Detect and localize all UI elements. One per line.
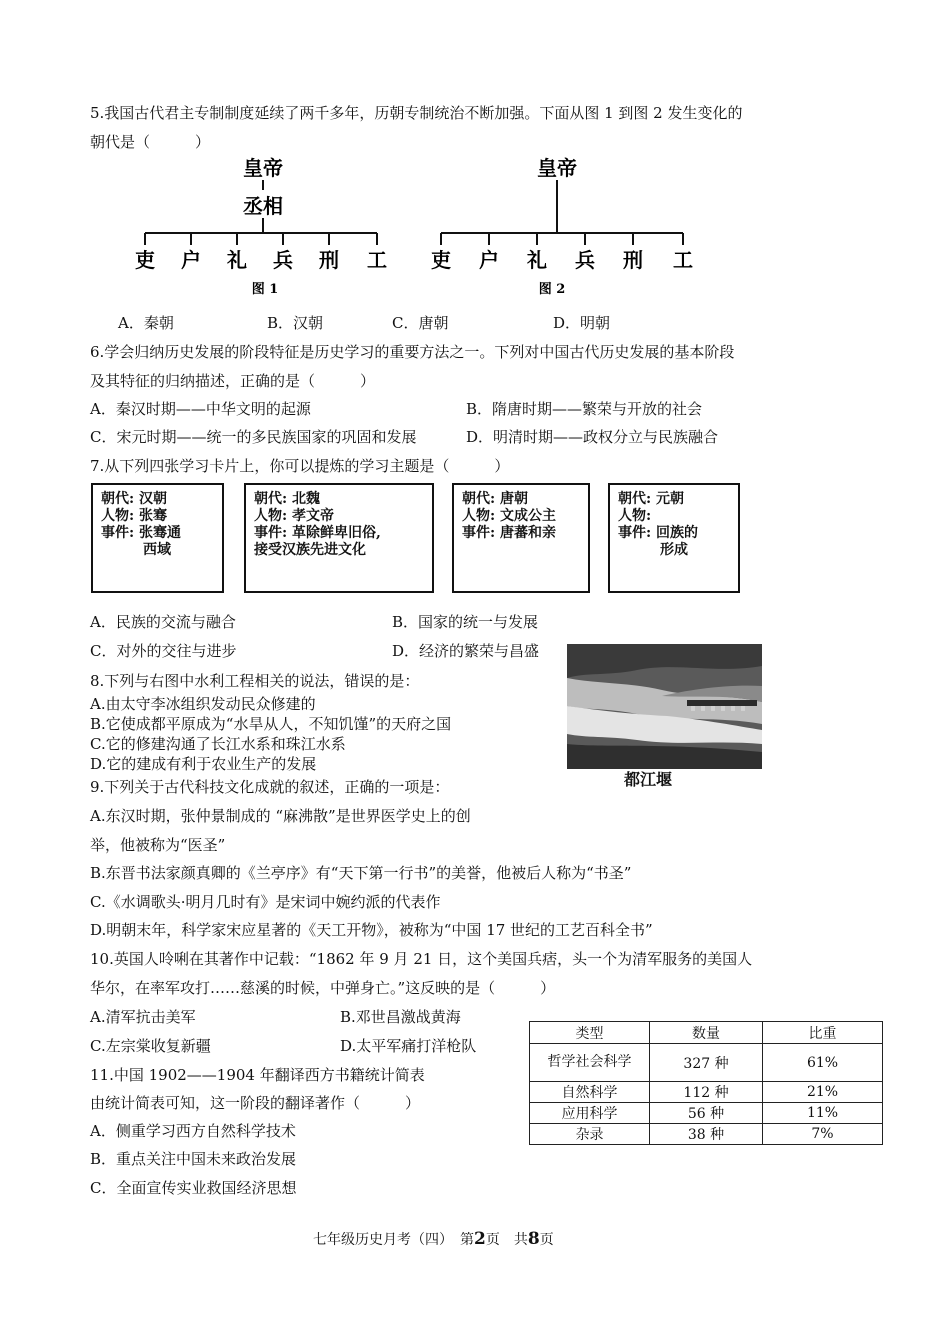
- study-card-han: [91, 483, 224, 593]
- table-row: [530, 1082, 883, 1103]
- table-cell-share: 7%: [763, 1124, 883, 1145]
- fig2-ministry: 礼: [527, 248, 547, 272]
- q6-stem-line1: 6.学会归纳历史发展的阶段特征是历史学习的重要方法之一。下列对中国古代历史发展的基本阶段: [90, 343, 735, 361]
- card-dynasty: 朝代: 唐朝: [462, 491, 529, 507]
- footer-prefix: 七年级历史月考（四） 第: [313, 1232, 474, 1248]
- fig2-ministry: 刑: [623, 248, 643, 272]
- q8-option-c: C.它的修建沟通了长江水系和珠江水系: [90, 735, 346, 753]
- card-event-cont: 形成: [618, 542, 688, 558]
- table-cell-count: 327 种: [650, 1044, 763, 1082]
- table-header-row: [530, 1022, 883, 1044]
- table-cell-share: 61%: [763, 1044, 883, 1082]
- table-cell-type: 应用科学: [530, 1103, 650, 1124]
- q9-option-b: B.东晋书法家颜真卿的《兰亭序》有“天下第一行书”的美誉，他被后人称为“书圣”: [90, 864, 632, 882]
- q10-option-c: C.左宗棠收复新疆: [90, 1037, 211, 1055]
- translation-stats-table: [529, 1021, 883, 1145]
- card-person: 人物:: [618, 508, 652, 524]
- q5-option-b: B．汉朝: [267, 314, 324, 332]
- q5-option-c: C．唐朝: [392, 314, 449, 332]
- q7-option-b: B．国家的统一与发展: [392, 613, 539, 631]
- q6-option-d: D．明清时期——政权分立与民族融合: [466, 428, 719, 446]
- table-row: [530, 1103, 883, 1124]
- fig2-ministry: 吏: [431, 248, 451, 272]
- card-event-cont: 接受汉族先进文化: [254, 542, 366, 558]
- footer-page-number: 2: [474, 1229, 486, 1249]
- fig1-ministry: 吏: [135, 248, 155, 272]
- q11-option-c: C．全面宣传实业救国经济思想: [90, 1179, 297, 1197]
- fig2-emperor: 皇帝: [537, 156, 577, 180]
- table-cell-type: 自然科学: [530, 1082, 650, 1103]
- table-cell-share: 21%: [763, 1082, 883, 1103]
- q7-option-a: A．民族的交流与融合: [90, 613, 236, 631]
- card-person: 人物: 文成公主: [462, 508, 557, 524]
- q10-option-d: D.太平军痛打洋枪队: [340, 1037, 477, 1055]
- card-event: 事件: 张骞通: [101, 525, 182, 541]
- table-header: 数量: [650, 1022, 763, 1044]
- q10-stem-line1: 10.英国人呤唎在其著作中记载：“1862 年 9 月 21 日，这个美国兵痞，头一个为清军服务的美国人: [90, 950, 753, 968]
- q5-figure-2: [425, 150, 700, 300]
- q9-option-a-line1: A.东汉时期，张仲景制成的 “麻沸散”是世界医学史上的创: [90, 807, 471, 825]
- q9-stem: 9.下列关于古代科技文化成就的叙述，正确的一项是：: [90, 778, 450, 796]
- q9-option-a-line2: 举，他被称为“医圣”: [90, 836, 226, 854]
- q7-option-d: D．经济的繁荣与昌盛: [392, 642, 540, 660]
- fig1-ministry: 兵: [273, 248, 293, 272]
- study-card-tang: [452, 483, 590, 593]
- q11-option-a: A．侧重学习西方自然科学技术: [90, 1122, 296, 1140]
- q8-option-d: D.它的建成有利于农业生产的发展: [90, 755, 317, 773]
- q5-option-a: A．秦朝: [118, 314, 174, 332]
- study-card-yuan: [608, 483, 740, 593]
- table-cell-type: 杂录: [530, 1124, 650, 1145]
- card-person: 人物: 孝文帝: [254, 508, 335, 524]
- q11-option-b: B．重点关注中国未来政治发展: [90, 1150, 297, 1168]
- fig1-chancellor: 丞相: [243, 194, 283, 218]
- q5-figure-1: [125, 150, 395, 300]
- card-person: 人物: 张骞: [101, 508, 168, 524]
- table-header: 类型: [530, 1022, 650, 1044]
- dujiangyan-photo: [567, 644, 762, 769]
- card-event-cont: 西域: [101, 542, 171, 558]
- photo-caption: 都江堰: [624, 770, 673, 789]
- fig2-ministry: 工: [673, 248, 693, 272]
- fig2-ministry: 户: [479, 248, 499, 272]
- q10-stem-line2: 华尔，在率军攻打……慈溪的时候，中弹身亡。”这反映的是（ ）: [90, 979, 556, 997]
- footer-suffix: 页: [539, 1232, 554, 1248]
- fig1-ministry: 工: [367, 248, 387, 272]
- q11-stem-line2: 由统计简表可知，这一阶段的翻译著作（ ）: [90, 1094, 421, 1112]
- table-cell-count: 56 种: [650, 1103, 763, 1124]
- dujiangyan-illustration: [567, 644, 762, 769]
- q9-option-c: C.《水调歌头·明月几时有》是宋词中婉约派的代表作: [90, 893, 441, 911]
- fig1-emperor: 皇帝: [243, 156, 283, 180]
- q7-stem: 7.从下列四张学习卡片上，你可以提炼的学习主题是（ ）: [90, 457, 510, 475]
- q6-option-b: B．隋唐时期——繁荣与开放的社会: [466, 400, 703, 418]
- card-event: 事件: 革除鲜卑旧俗,: [254, 525, 381, 541]
- fig1-caption: 图 1: [251, 282, 279, 297]
- q11-stem-line1: 11.中国 1902——1904 年翻译西方书籍统计简表: [90, 1066, 425, 1084]
- q6-option-c: C．宋元时期——统一的多民族国家的巩固和发展: [90, 428, 417, 446]
- page-footer: [313, 1229, 554, 1249]
- table-cell-type: 哲学社会科学: [530, 1044, 650, 1082]
- q10-option-b: B.邓世昌激战黄海: [340, 1008, 461, 1026]
- q6-stem-line2: 及其特征的归纳描述，正确的是（ ）: [90, 372, 376, 390]
- table-header: 比重: [763, 1022, 883, 1044]
- fig1-ministry: 刑: [319, 248, 339, 272]
- study-card-beiwei: [244, 483, 434, 593]
- card-event: 事件: 回族的: [618, 525, 699, 541]
- table-cell-count: 112 种: [650, 1082, 763, 1103]
- card-event: 事件: 唐蕃和亲: [462, 525, 557, 541]
- fig2-caption: 图 2: [538, 282, 566, 297]
- q8-option-b: B.它使成都平原成为“水旱从人，不知饥馑”的天府之国: [90, 715, 452, 733]
- q8-option-a: A.由太守李冰组织发动民众修建的: [90, 695, 316, 713]
- q9-option-d: D.明朝末年，科学家宋应星著的《天工开物》，被称为“中国 17 世纪的工艺百科全书”: [90, 921, 653, 939]
- card-dynasty: 朝代: 元朝: [618, 491, 685, 507]
- table-row: [530, 1124, 883, 1145]
- footer-total-pages: 8: [527, 1229, 540, 1249]
- q5-stem-line1: 5.我国古代君主专制制度延续了两千多年，历朝专制统治不断加强。下面从图 1 到图 2 发生变化的: [90, 104, 743, 122]
- q5-option-d: D．明朝: [553, 314, 611, 332]
- fig1-ministry: 礼: [227, 248, 247, 272]
- q7-option-c: C．对外的交往与进步: [90, 642, 237, 660]
- footer-mid: 页 共: [485, 1232, 528, 1248]
- card-dynasty: 朝代: 汉朝: [101, 491, 168, 507]
- table-row: [530, 1044, 883, 1082]
- table-cell-count: 38 种: [650, 1124, 763, 1145]
- fig2-ministry: 兵: [575, 248, 595, 272]
- card-dynasty: 朝代: 北魏: [254, 491, 321, 507]
- q10-option-a: A.清军抗击美军: [90, 1008, 196, 1026]
- fig1-ministry: 户: [181, 248, 201, 272]
- q6-option-a: A．秦汉时期——中华文明的起源: [90, 400, 311, 418]
- q5-stem-line2: 朝代是（ ）: [90, 133, 211, 151]
- q8-stem: 8.下列与右图中水利工程相关的说法，错误的是：: [90, 672, 420, 690]
- table-cell-share: 11%: [763, 1103, 883, 1124]
